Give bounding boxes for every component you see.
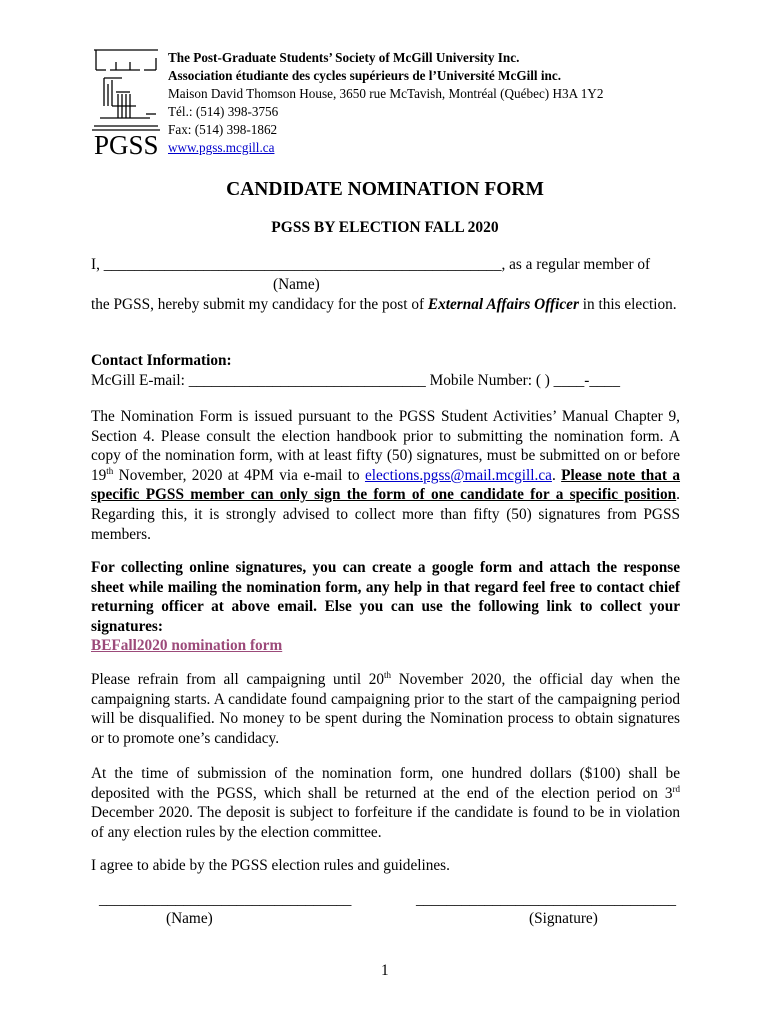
page-number: 1 [381,962,389,979]
contact-line: McGill E-mail: _______________________________ Mobile Number: ( ) ____-____ [91,372,620,389]
website-link[interactable]: www.pgss.mcgill.ca [168,140,275,155]
name-caption: (Name) [273,276,320,293]
declaration-line: I, ____________________________________________________, as a regular member of [91,256,651,273]
building-icon [90,44,162,134]
letterhead [168,49,603,157]
online-signatures-paragraph: For collecting online signatures, you can create a google form and attach the response sheet while mailing the nomination form, any help in that regard feel free to contact chief returning officer at above email. Else you can use the following link to collect your signatures: BEFall2020 nomination form [91,559,680,655]
agreement-statement: I agree to abide by the PGSS election rules and guidelines. [91,857,450,874]
fax: Fax: (514) 398-1862 [168,122,278,137]
pgss-logo [90,44,162,159]
nomination-paragraph: The Nomination Form is issued pursuant to the PGSS Student Activities’ Manual Chapter 9, Section 4. Please consult the election handbook prior to submitting the nomination form. A copy of the nomination form, with at least fifty (50) signatures, must be submitted on or before 19th November, 2020 at 4PM via e-mail to elections.pgss@mail.mcgill.ca. Please note that a specific PGSS member can only sign the form of one candidate for a specific position. Regarding this, it is strongly advised to collect more than fifty (50) signatures from PGSS members. [91,408,681,543]
one-candidate-notice: Please note that a specific PGSS member can only sign the form of one candidate for a specific position [91,466,681,504]
campaign-paragraph: Please refrain from all campaigning until 20th November 2020, the official day when the campaigning starts. A candidate found campaigning prior to the start of the campaigning period will be disqualified. No money to be spent during the Nomination process to obtain signatures or to promote one’s candidacy. [91,669,680,747]
deposit-paragraph: At the time of submission of the nomination form, one hundred dollars ($100) shall be deposited with the PGSS, which shall be returned at the end of the election period on 3rd December 2020. The deposit is subject to forfeiture if the candidate is found to be in violation of any election rules by the election committee. [91,765,680,841]
name-signature-line: _________________________________ [99,891,352,908]
contact-heading: Contact Information: [91,352,232,369]
org-name-fr: Association étudiante des cycles supérieurs de l’Université McGill inc. [168,68,562,83]
post-name: External Affairs Officer [427,296,579,313]
org-name-en: The Post-Graduate Students’ Society of McGill University Inc. [168,50,520,65]
name-label: (Name) [166,910,213,927]
signature-label: (Signature) [529,910,598,927]
telephone: Tél.: (514) 398-3756 [168,104,279,119]
election-email-link[interactable]: elections.pgss@mail.mcgill.ca [364,466,552,484]
form-title: CANDIDATE NOMINATION FORM [226,179,544,200]
nomination-form-link[interactable]: BEFall2020 nomination form [91,637,283,655]
logo-text: PGSS [94,130,159,160]
declaration-text: the PGSS, hereby submit my candidacy for the post of External Affairs Officer in this election. [91,296,677,313]
signature-line: __________________________________ [416,891,677,908]
form-subtitle: PGSS BY ELECTION FALL 2020 [271,219,499,236]
address: Maison David Thomson House, 3650 rue McTavish, Montréal (Québec) H3A 1Y2 [168,86,604,101]
